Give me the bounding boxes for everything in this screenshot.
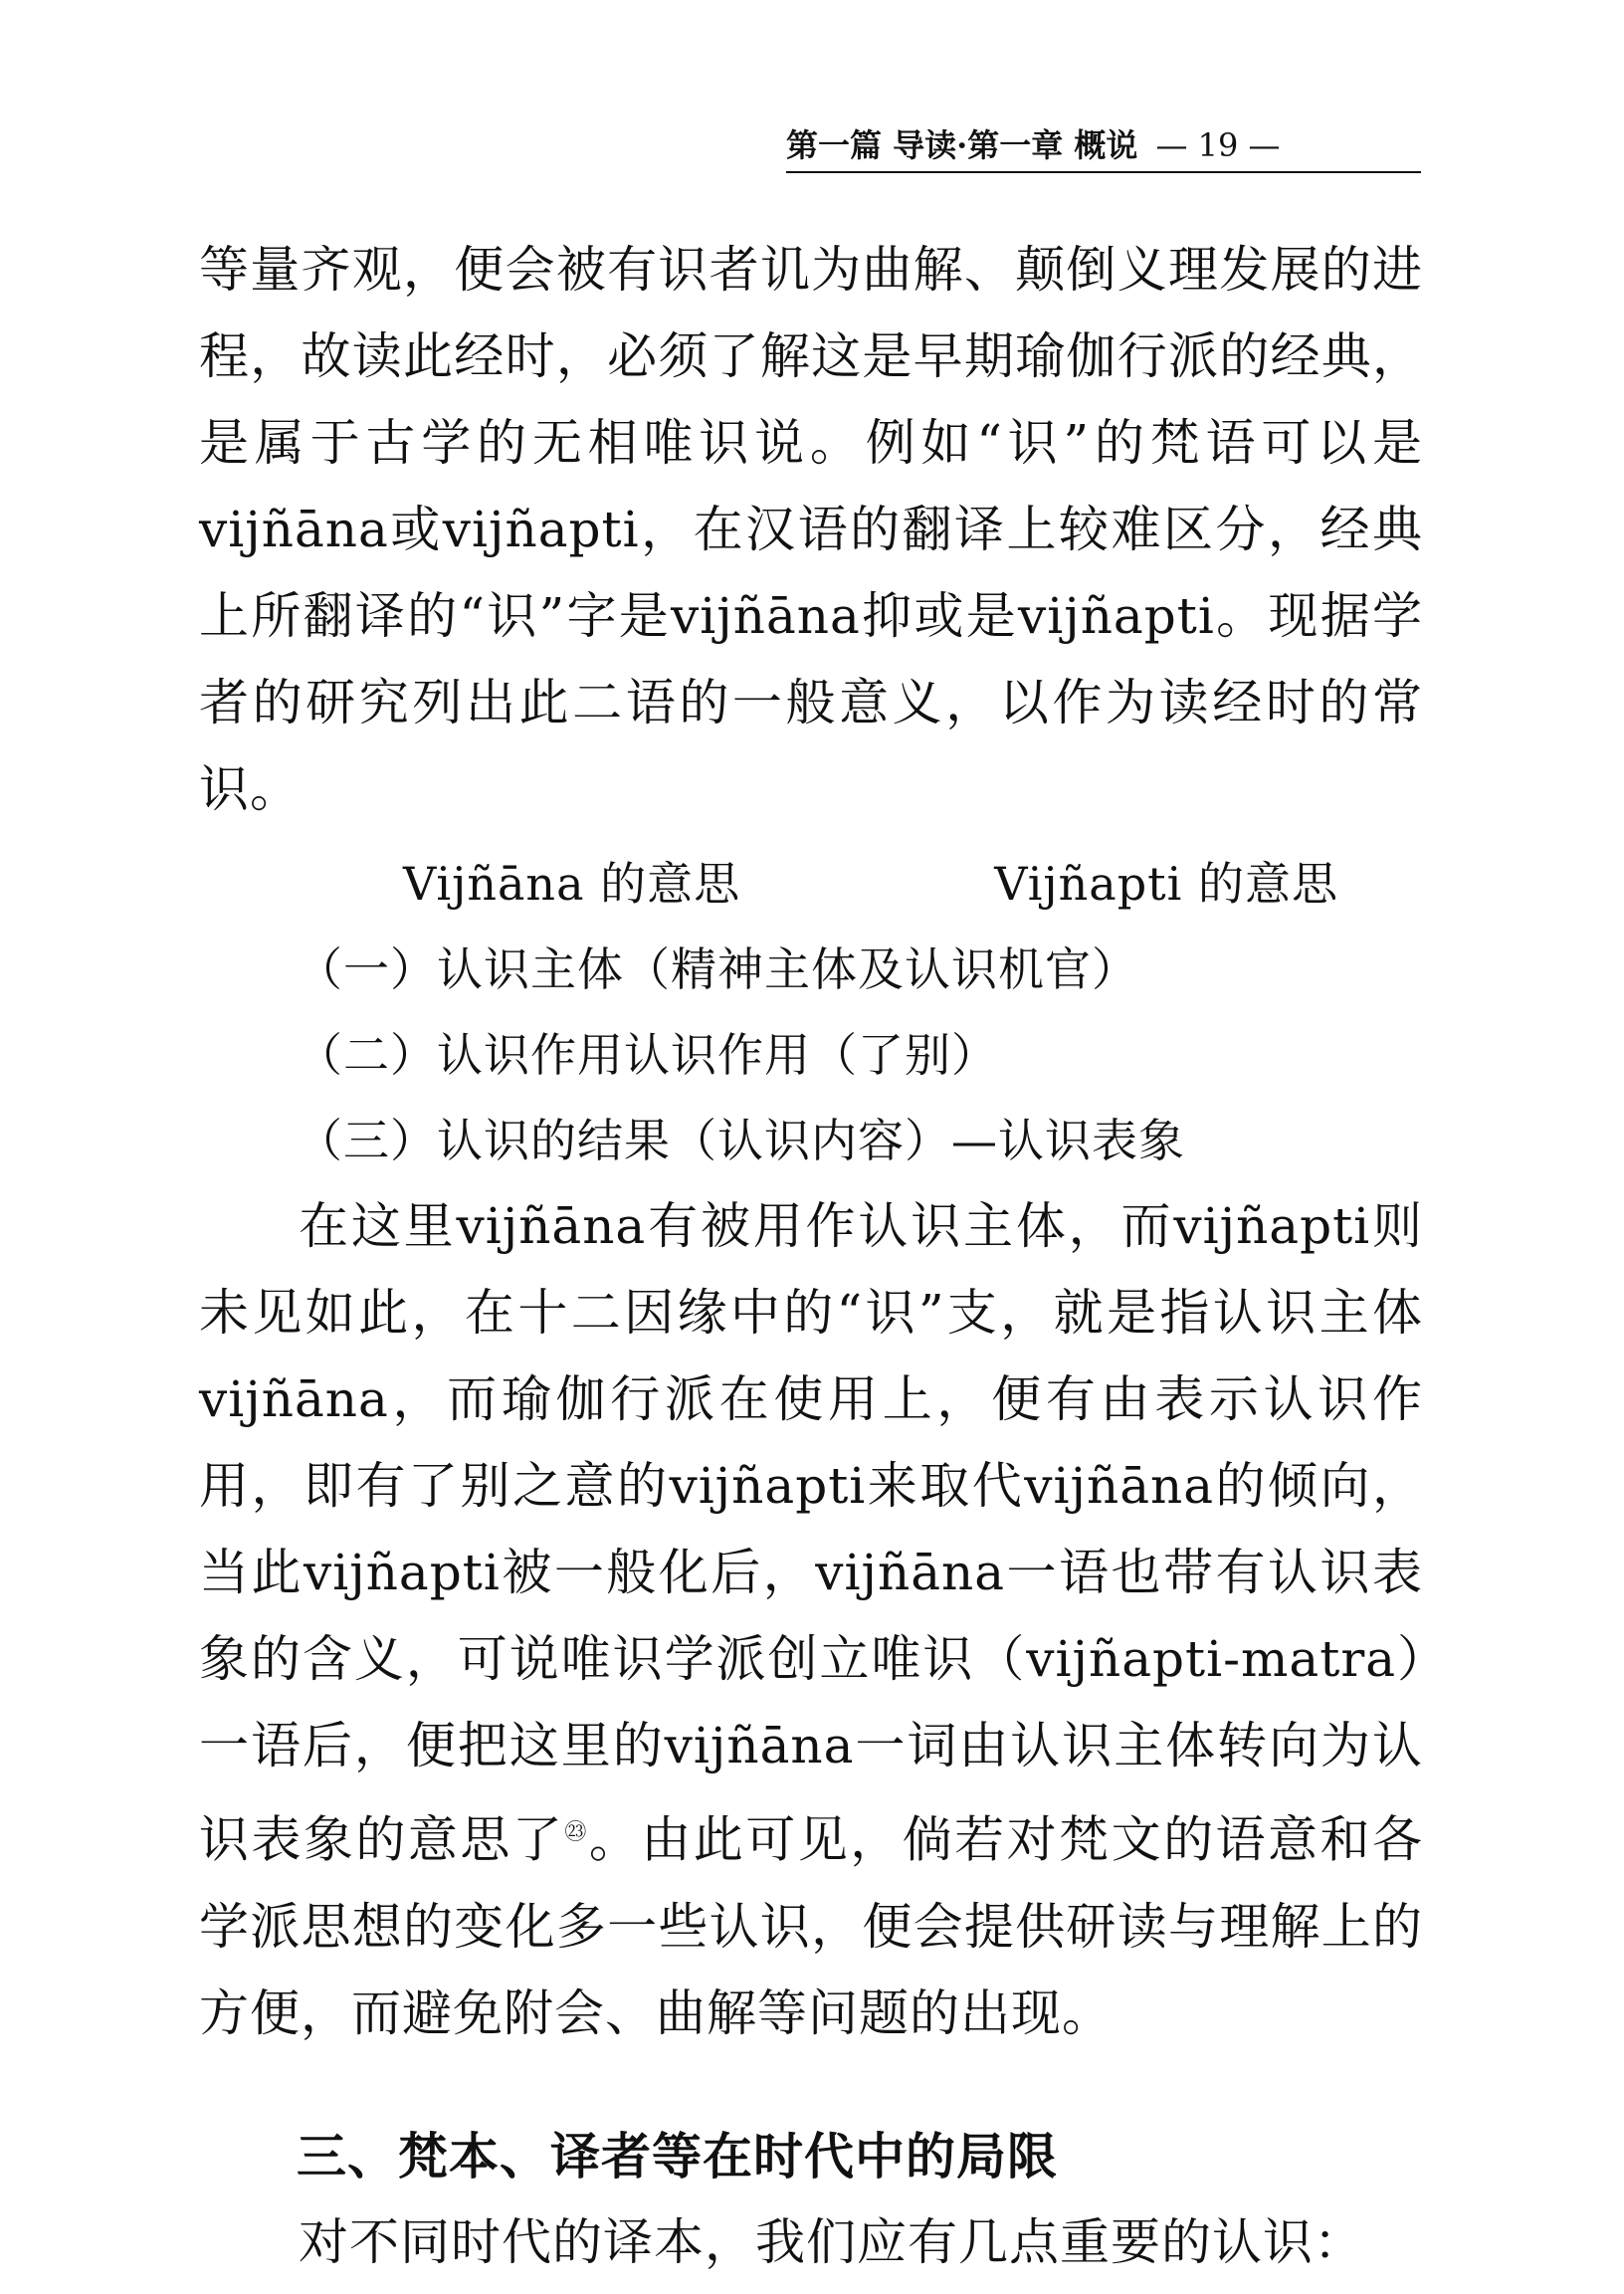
paragraph-2-main: 在这里vijñāna有被用作认识主体，而vijñapti则未见如此，在十二因缘中的“识”支，就是指认识主体vijñāna，而瑜伽行派在使用上，便有由表示认识作用，即有了别之意的vijñapti来取代vijñāna的倾向，当此vijñapti被一般化后，vijñāna一语也带有认识表象的含义，可说唯识学派创立唯识（vijñapti-matra）一语后，便把这里的vijñāna一词由认识主体转向为认识表象的意思了 bbox=[199, 1197, 1423, 1869]
vijnapti-heading: Vijñapti 的意思 bbox=[994, 857, 1338, 911]
paragraph-1: 等量齐观，便会被有识者讥为曲解、颠倒义理发展的进程，故读此经时，必须了解这是早期瑜伽行派的经典，是属于古学的无相唯识说。例如“识”的梵语可以是vijñāna或vijñapti，在汉语的翻译上较难区分，经典上所翻译的“识”字是vijñāna抑或是vijñapti。现据学者的研究列出此二语的一般意义，以作为读经时的常识。 bbox=[199, 241, 1423, 818]
header-section-title: 第一篇 导读·第一章 概说 bbox=[786, 126, 1138, 164]
paragraph-2 bbox=[199, 1183, 1423, 2057]
section-lead-paragraph: 对不同时代的译本，我们应有几点重要的认识： bbox=[299, 2212, 1364, 2271]
header-content bbox=[786, 127, 1421, 163]
vijnana-heading: Vijñāna 的意思 bbox=[403, 857, 741, 911]
page-number: — 19 — bbox=[1155, 126, 1281, 164]
meaning-list bbox=[199, 927, 1423, 1183]
meaning-item-2: （二）认识作用认识作用（了别） bbox=[297, 1028, 998, 1082]
paragraph-2-tail: 。由此可见，倘若对梵文的语意和各学派思想的变化多一些认识，便会提供研读与理解上的方便，而避免附会、曲解等问题的出现。 bbox=[199, 1810, 1423, 2042]
running-header bbox=[786, 127, 1421, 173]
section-spacer bbox=[199, 2057, 1423, 2113]
page-body bbox=[199, 227, 1423, 2286]
footnote-marker: ㉓ bbox=[564, 1820, 589, 1845]
meaning-item-3: （三）认识的结果（认识内容）—认识表象 bbox=[297, 1114, 1185, 1167]
meaning-item-1: （一）认识主体（精神主体及认识机官） bbox=[297, 942, 1138, 996]
section-heading: 三、梵本、译者等在时代中的局限 bbox=[297, 2126, 1058, 2186]
comparison-headings bbox=[199, 841, 1423, 927]
